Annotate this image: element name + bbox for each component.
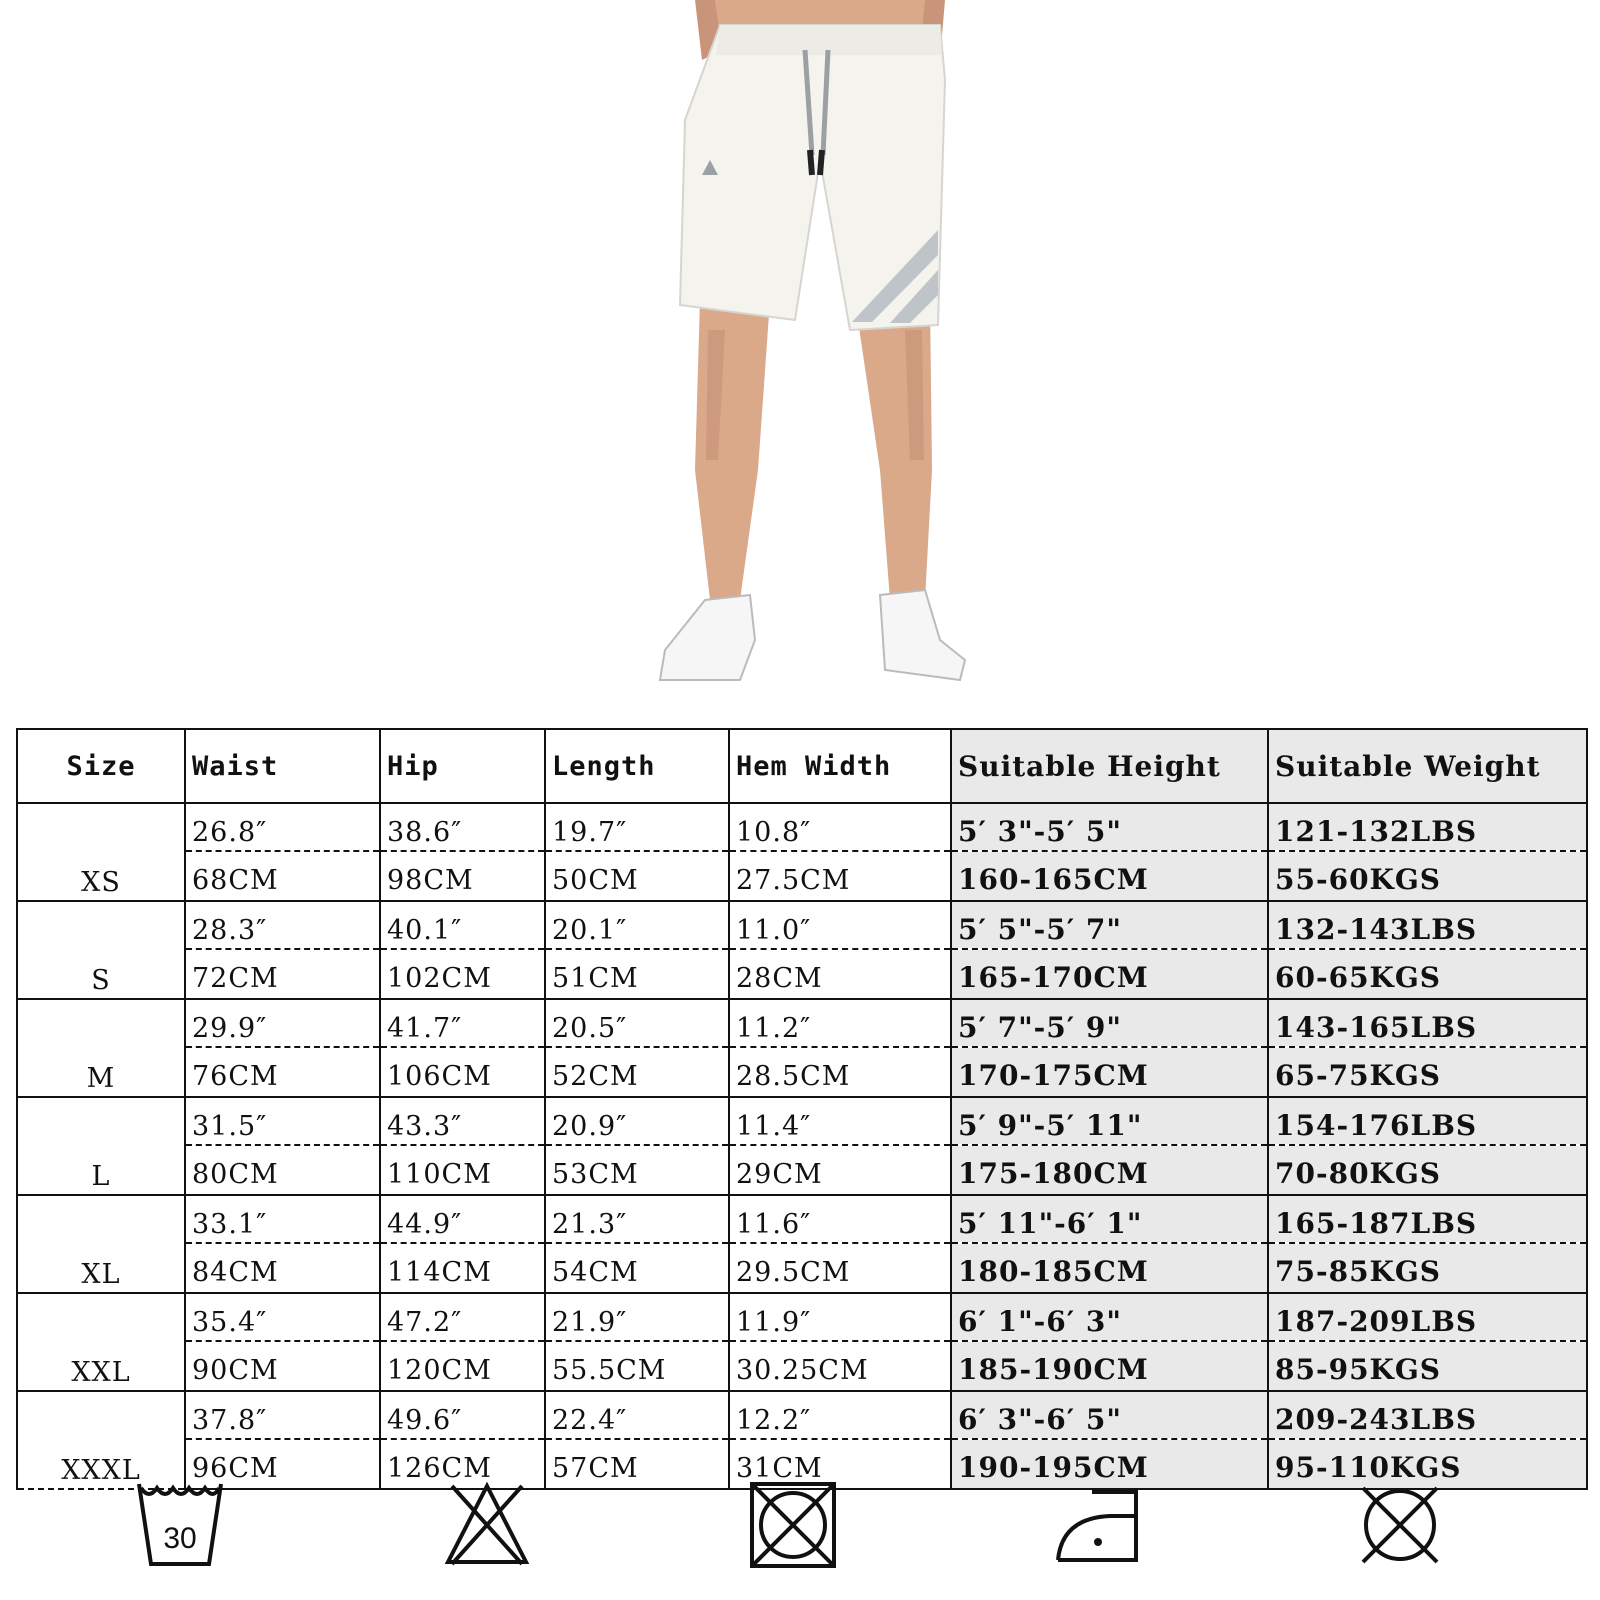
size-cell: S <box>17 901 185 999</box>
do-not-tumble-dry-icon <box>748 1480 838 1570</box>
cell-ht-ft: 6′ 1"-6′ 3" <box>951 1293 1268 1341</box>
cell-waist-cm: 72CM <box>185 949 380 999</box>
wash-temp-label: 30 <box>163 1522 197 1555</box>
cell-len-cm: 54CM <box>545 1243 729 1293</box>
cell-waist-in: 28.3″ <box>185 901 380 949</box>
cell-hip-cm: 126CM <box>380 1439 545 1489</box>
size-cell: M <box>17 999 185 1097</box>
cell-waist-in: 29.9″ <box>185 999 380 1047</box>
cell-wt-kg: 75-85KGS <box>1268 1243 1587 1293</box>
cell-ht-cm: 160-165CM <box>951 851 1268 901</box>
cell-ht-cm: 180-185CM <box>951 1243 1268 1293</box>
cell-ht-cm: 185-190CM <box>951 1341 1268 1391</box>
cell-hem-in: 11.4″ <box>729 1097 951 1145</box>
cell-waist-in: 37.8″ <box>185 1391 380 1439</box>
cell-hem-in: 11.2″ <box>729 999 951 1047</box>
iron-low-icon <box>1052 1480 1142 1570</box>
cell-wt-lb: 143-165LBS <box>1268 999 1587 1047</box>
cell-hip-in: 49.6″ <box>380 1391 545 1439</box>
cell-len-cm: 53CM <box>545 1145 729 1195</box>
cell-hem-in: 12.2″ <box>729 1391 951 1439</box>
table-row <box>17 1243 1587 1293</box>
table-row <box>17 949 1587 999</box>
cell-hem-in: 11.6″ <box>729 1195 951 1243</box>
cell-hip-cm: 110CM <box>380 1145 545 1195</box>
header-suitable-weight: Suitable Weight <box>1268 729 1587 803</box>
table-row <box>17 901 1587 949</box>
cell-ht-ft: 5′ 3"-5′ 5" <box>951 803 1268 851</box>
cell-ht-ft: 5′ 11"-6′ 1" <box>951 1195 1268 1243</box>
cell-wt-kg: 85-95KGS <box>1268 1341 1587 1391</box>
cell-hip-in: 41.7″ <box>380 999 545 1047</box>
cell-wt-lb: 132-143LBS <box>1268 901 1587 949</box>
cell-len-in: 20.5″ <box>545 999 729 1047</box>
cell-ht-cm: 190-195CM <box>951 1439 1268 1489</box>
cell-wt-kg: 95-110KGS <box>1268 1439 1587 1489</box>
table-row <box>17 1047 1587 1097</box>
cell-hem-cm: 28.5CM <box>729 1047 951 1097</box>
header-length: Length <box>545 729 729 803</box>
table-row <box>17 1293 1587 1341</box>
table-row <box>17 1341 1587 1391</box>
cell-len-cm: 52CM <box>545 1047 729 1097</box>
cell-hem-cm: 29.5CM <box>729 1243 951 1293</box>
cell-waist-cm: 96CM <box>185 1439 380 1489</box>
cell-hem-cm: 29CM <box>729 1145 951 1195</box>
cell-waist-in: 33.1″ <box>185 1195 380 1243</box>
size-cell: XXL <box>17 1293 185 1391</box>
cell-wt-lb: 121-132LBS <box>1268 803 1587 851</box>
cell-hip-in: 43.3″ <box>380 1097 545 1145</box>
cell-hip-in: 47.2″ <box>380 1293 545 1341</box>
cell-hip-in: 44.9″ <box>380 1195 545 1243</box>
header-size: Size <box>17 729 185 803</box>
cell-ht-ft: 6′ 3"-6′ 5" <box>951 1391 1268 1439</box>
cell-len-cm: 50CM <box>545 851 729 901</box>
cell-wt-kg: 55-60KGS <box>1268 851 1587 901</box>
cell-hip-in: 38.6″ <box>380 803 545 851</box>
size-cell: L <box>17 1097 185 1195</box>
size-chart-table <box>16 728 1588 1490</box>
do-not-bleach-icon <box>442 1480 532 1570</box>
cell-len-in: 21.9″ <box>545 1293 729 1341</box>
cell-len-in: 19.7″ <box>545 803 729 851</box>
cell-hip-cm: 98CM <box>380 851 545 901</box>
cell-ht-cm: 175-180CM <box>951 1145 1268 1195</box>
cell-len-cm: 51CM <box>545 949 729 999</box>
cell-waist-in: 26.8″ <box>185 803 380 851</box>
table-row <box>17 999 1587 1047</box>
cell-hip-cm: 114CM <box>380 1243 545 1293</box>
table-header-row <box>17 729 1587 803</box>
care-instructions <box>0 1480 1600 1580</box>
cell-wt-kg: 60-65KGS <box>1268 949 1587 999</box>
cell-ht-ft: 5′ 5"-5′ 7" <box>951 901 1268 949</box>
cell-wt-kg: 70-80KGS <box>1268 1145 1587 1195</box>
cell-wt-kg: 65-75KGS <box>1268 1047 1587 1097</box>
table-row <box>17 1145 1587 1195</box>
cell-hem-cm: 27.5CM <box>729 851 951 901</box>
cell-waist-cm: 90CM <box>185 1341 380 1391</box>
cell-hem-cm: 30.25CM <box>729 1341 951 1391</box>
cell-ht-ft: 5′ 7"-5′ 9" <box>951 999 1268 1047</box>
cell-len-cm: 57CM <box>545 1439 729 1489</box>
table-row <box>17 1097 1587 1145</box>
wash-30-icon <box>135 1480 225 1570</box>
cell-hip-cm: 102CM <box>380 949 545 999</box>
cell-wt-lb: 154-176LBS <box>1268 1097 1587 1145</box>
cell-ht-cm: 170-175CM <box>951 1047 1268 1097</box>
cell-hem-cm: 31CM <box>729 1439 951 1489</box>
cell-ht-ft: 5′ 9"-5′ 11" <box>951 1097 1268 1145</box>
product-photo <box>640 0 1000 700</box>
cell-hem-in: 11.0″ <box>729 901 951 949</box>
size-cell: XS <box>17 803 185 901</box>
cell-wt-lb: 187-209LBS <box>1268 1293 1587 1341</box>
cell-len-in: 20.9″ <box>545 1097 729 1145</box>
cell-hem-in: 11.9″ <box>729 1293 951 1341</box>
cell-wt-lb: 165-187LBS <box>1268 1195 1587 1243</box>
cell-hip-cm: 106CM <box>380 1047 545 1097</box>
cell-waist-in: 35.4″ <box>185 1293 380 1341</box>
model-in-shorts-illustration <box>640 0 1000 700</box>
cell-ht-cm: 165-170CM <box>951 949 1268 999</box>
header-waist: Waist <box>185 729 380 803</box>
cell-wt-lb: 209-243LBS <box>1268 1391 1587 1439</box>
do-not-dry-clean-icon <box>1355 1480 1445 1570</box>
cell-hip-in: 40.1″ <box>380 901 545 949</box>
cell-waist-cm: 80CM <box>185 1145 380 1195</box>
header-hip: Hip <box>380 729 545 803</box>
cell-len-in: 21.3″ <box>545 1195 729 1243</box>
header-suitable-height: Suitable Height <box>951 729 1268 803</box>
cell-waist-cm: 84CM <box>185 1243 380 1293</box>
cell-waist-cm: 76CM <box>185 1047 380 1097</box>
cell-hip-cm: 120CM <box>380 1341 545 1391</box>
cell-hem-cm: 28CM <box>729 949 951 999</box>
table-row <box>17 803 1587 851</box>
cell-len-cm: 55.5CM <box>545 1341 729 1391</box>
cell-waist-cm: 68CM <box>185 851 380 901</box>
cell-waist-in: 31.5″ <box>185 1097 380 1145</box>
table-row <box>17 1195 1587 1243</box>
table-row <box>17 1391 1587 1439</box>
header-hem-width: Hem Width <box>729 729 951 803</box>
table-row <box>17 851 1587 901</box>
cell-len-in: 22.4″ <box>545 1391 729 1439</box>
cell-len-in: 20.1″ <box>545 901 729 949</box>
size-cell: XL <box>17 1195 185 1293</box>
size-cell: XXXL <box>17 1391 185 1489</box>
cell-hem-in: 10.8″ <box>729 803 951 851</box>
